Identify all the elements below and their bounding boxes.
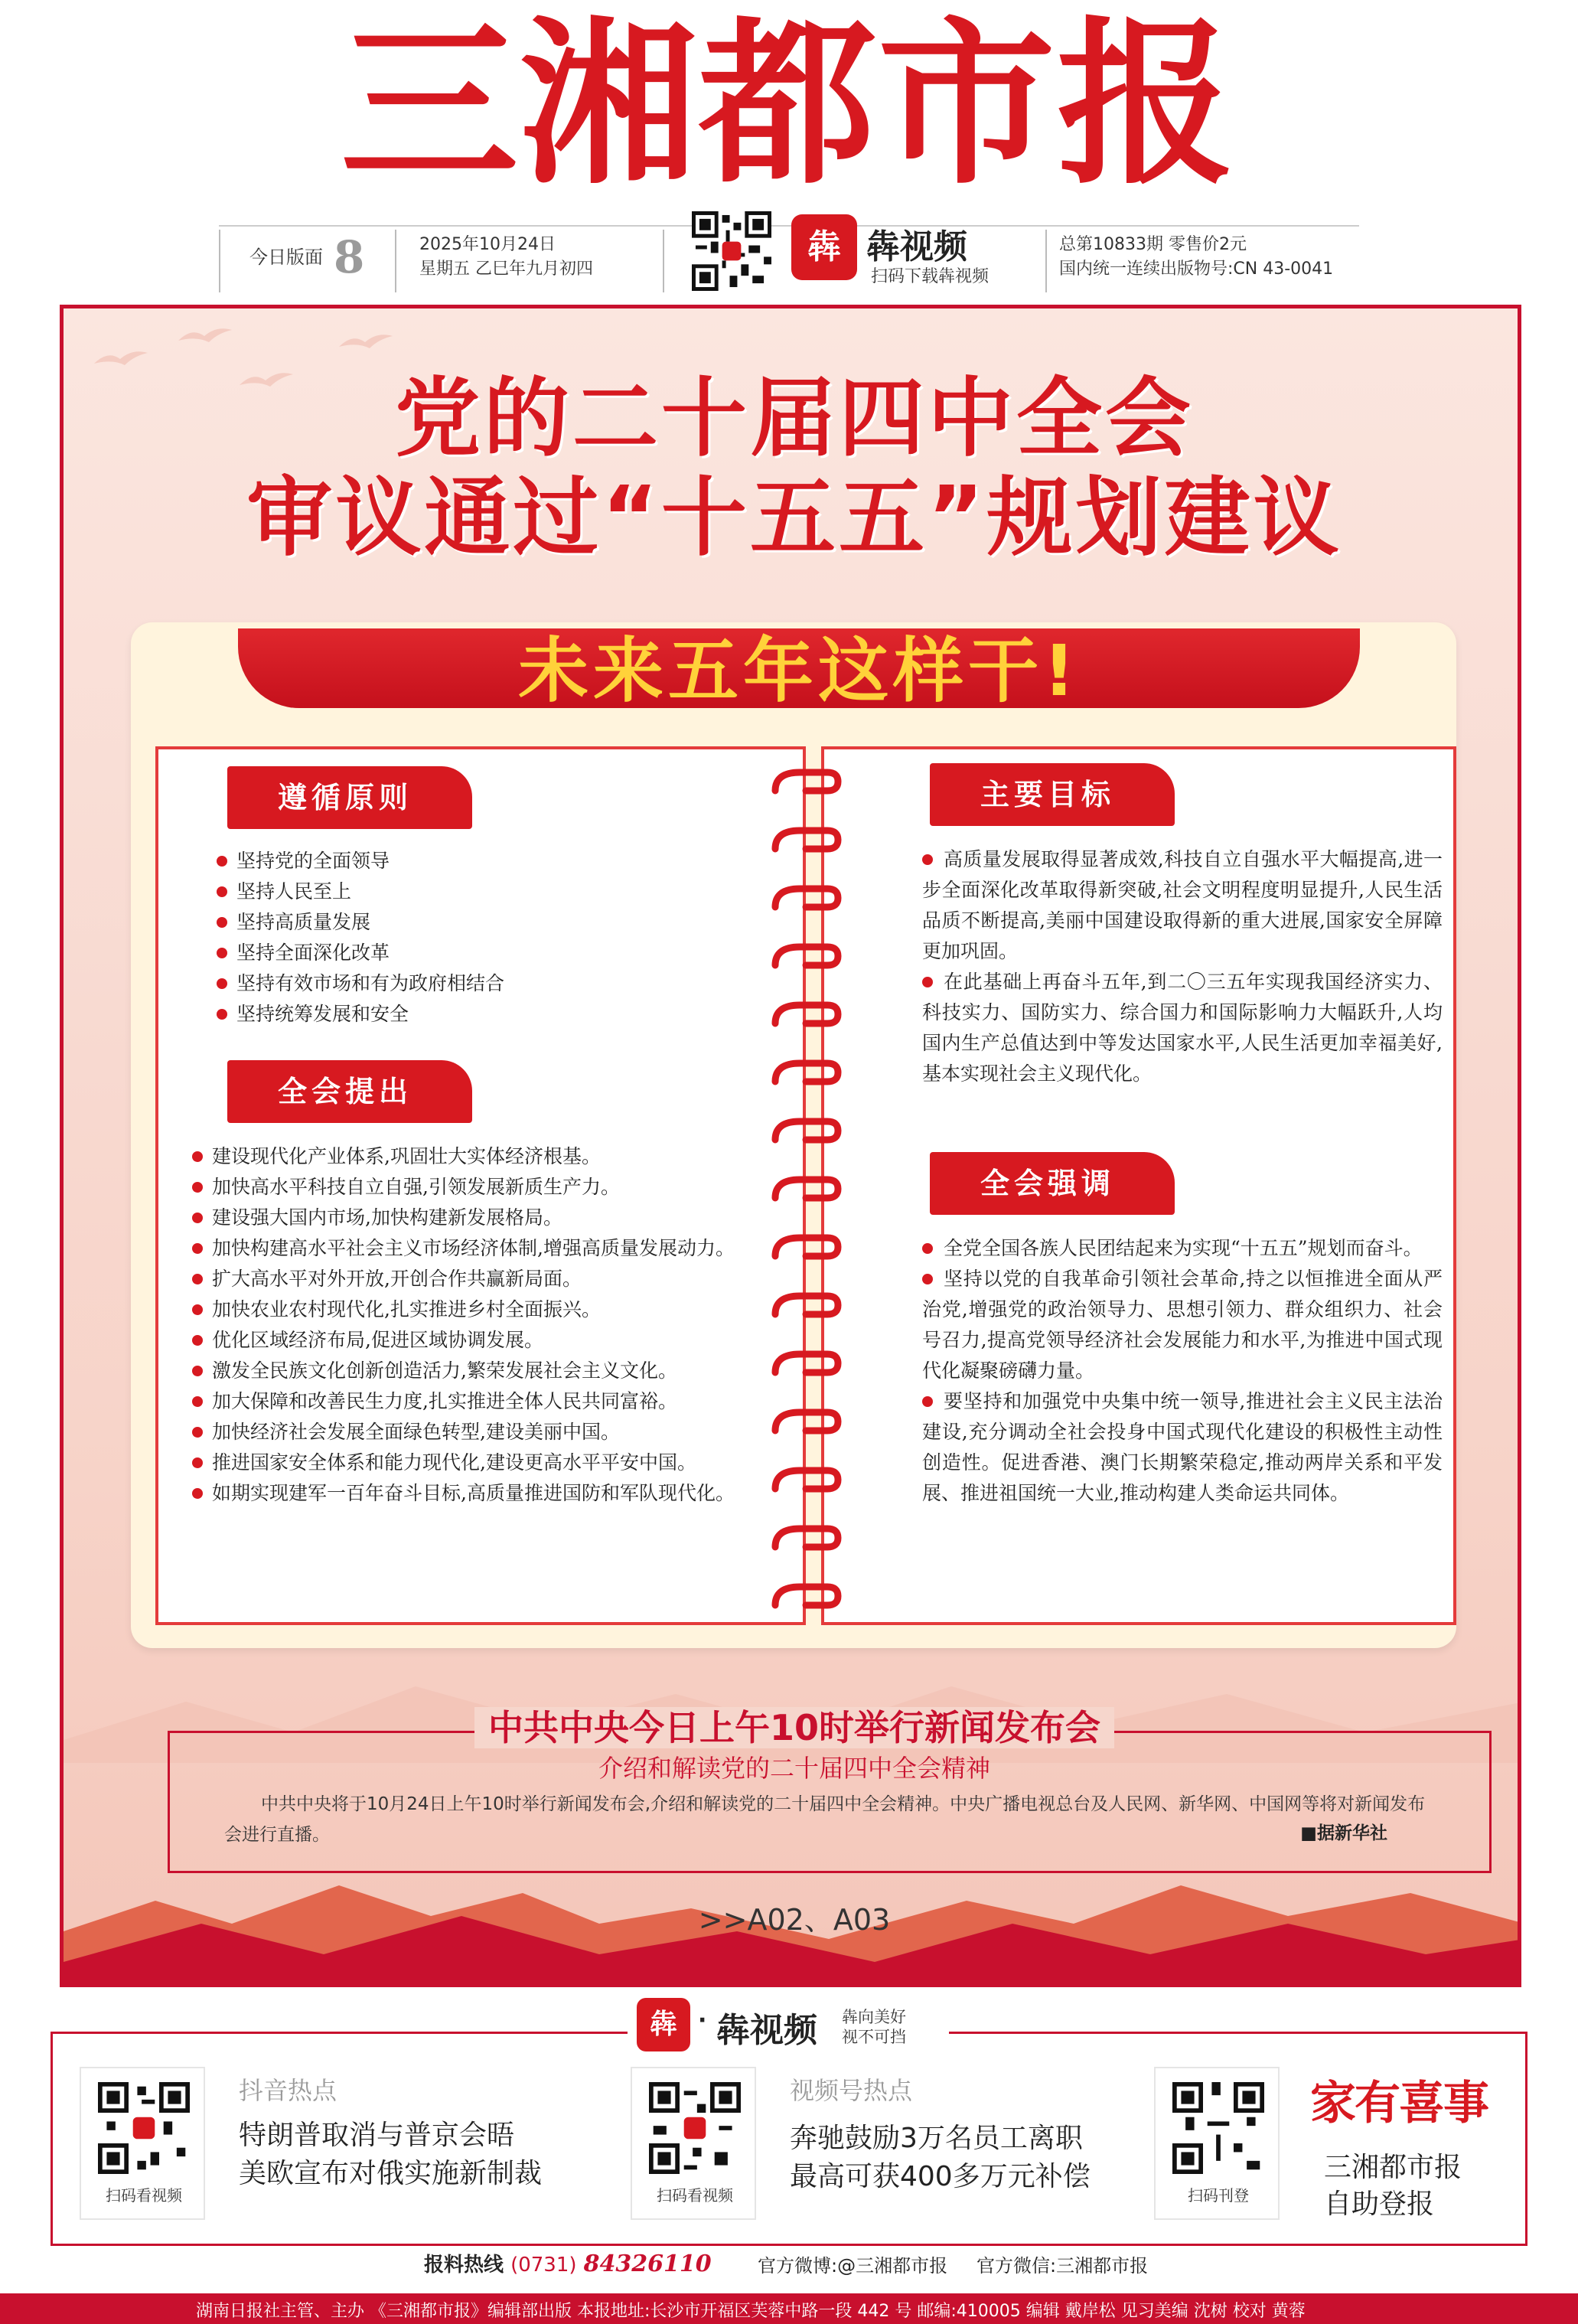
self-service-line: 自助登报 — [1324, 2189, 1435, 2220]
divider — [219, 230, 220, 292]
emphasis-text — [922, 1233, 1443, 1509]
list-item: 坚持人民至上 — [215, 876, 781, 907]
issue-price: 总第10833期 零售价2元 — [1059, 235, 1247, 254]
weekday-lunar: 星期五 乙巳年九月初四 — [419, 259, 593, 279]
cn-number: 国内统一连续出版物号:CN 43-0041 — [1059, 259, 1334, 279]
principles-list — [215, 846, 781, 1030]
slogan-line: 犇向美好 — [842, 2008, 906, 2026]
qr-code-icon[interactable] — [649, 2082, 741, 2174]
qr-code-icon[interactable] — [692, 211, 771, 291]
edition-label: 今日版面 — [249, 246, 323, 268]
news-hotline[interactable] — [424, 2249, 712, 2277]
binder-ring-icon — [769, 1350, 843, 1380]
family-news-logo: 家有喜事 — [1310, 2077, 1488, 2130]
list-item: 加快高水平科技自立自强,引领发展新质生产力。 — [191, 1172, 780, 1203]
binder-ring-icon — [769, 1466, 843, 1497]
binder-ring-icon — [769, 1059, 843, 1089]
goals-text — [922, 844, 1443, 1089]
news-source: ■据新华社 — [1300, 1823, 1387, 1843]
qr-card-douyin[interactable] — [80, 2067, 205, 2220]
video-slogan — [842, 2007, 906, 2047]
section-tag-principles: 遵循原则 — [227, 766, 472, 829]
qr-caption: 扫码看视频 — [106, 2186, 182, 2205]
divider — [219, 225, 1359, 227]
press-conference-subtitle: 介绍和解读党的二十届四中全会精神 — [598, 1754, 990, 1783]
list-item: 坚持有效市场和有为政府相结合 — [215, 968, 781, 999]
slogan-line: 视不可挡 — [842, 2028, 906, 2046]
binder-ring-icon — [769, 1524, 843, 1555]
binder-ring-icon — [769, 768, 843, 798]
footer-info: 湖南日报社主管、主办 《三湘都市报》编辑部出版 本报地址:长沙市开福区芙蓉中路一段 442 号 邮编:410005 编辑 戴岸松 见习美编 沈树 校对 黄蓉 — [196, 2302, 1306, 2321]
section-tag-goals: 主要目标 — [930, 763, 1175, 826]
list-item: 加快构建高水平社会主义市场经济体制,增强高质量发展动力。 — [191, 1233, 780, 1264]
app-scan-hint: 扫码下载犇视频 — [871, 267, 990, 286]
list-item: 坚持高质量发展 — [215, 907, 781, 938]
hot-headline[interactable]: 特朗普取消与普京会晤 — [239, 2120, 515, 2151]
self-service-line: 三湘都市报 — [1324, 2152, 1462, 2183]
paragraph: 坚持以党的自我革命引领社会革命,持之以恒推进全面从严治党,增强党的政治领导力、思想引领力、群众组织力、社会号召力,提高党领导经济社会发展能力和水平,为推进中国式现代化凝聚磅礴力量。 — [922, 1264, 1443, 1386]
app-name[interactable]: 犇视频 — [866, 227, 967, 266]
paragraph: 高质量发展取得显著成效,科技自立自强水平大幅提高,进一步全面深化改革取得新突破,社会文明程度明显提升,人民生活品质不断提高,美丽中国建设取得新的重大进展,国家安全屏障更加巩固。 — [922, 844, 1443, 967]
press-conference-title-text: 中共中央今日上午10时举行新闻发布会 — [474, 1707, 1114, 1748]
headline-line-1: 党的二十届四中全会 — [395, 369, 1194, 468]
hot-headline[interactable]: 奔驰鼓励3万名员工离职 — [790, 2123, 1083, 2154]
press-conference-body: 中共中央将于10月24日上午10时举行新闻发布会,介绍和解读党的二十届四中全会精神。中央广播电视总台及人民网、新华网、中国网等将对新闻发布会进行直播。 — [224, 1794, 1426, 1845]
qr-card-shipinhao[interactable] — [631, 2067, 756, 2220]
hot-headline[interactable]: 最高可获400多万元补偿 — [790, 2161, 1091, 2192]
feature-poster — [60, 305, 1521, 1987]
ben-video-logo-icon[interactable]: 犇 — [637, 1998, 690, 2051]
hot-headline[interactable]: 美欧宣布对俄实施新制裁 — [239, 2158, 543, 2189]
paragraph: 在此基础上再奋斗五年,到二〇三五年实现我国经济实力、科技实力、国防实力、综合国力和国际影响力大幅跃升,人均国内生产总值达到中等发达国家水平,人民生活更加幸福美好,基本实现社会主义现代化。 — [922, 967, 1443, 1089]
official-weibo[interactable]: 官方微博:@三湘都市报 — [758, 2255, 948, 2277]
press-conference-title — [64, 1703, 1521, 1752]
issue-date: 2025年10月24日 — [419, 235, 556, 254]
footer-bar — [0, 2293, 1578, 2324]
binder-ring-icon — [769, 1175, 843, 1206]
list-item: 建设现代化产业体系,巩固壮大实体经济根基。 — [191, 1141, 780, 1172]
publication-info — [1059, 233, 1333, 282]
qr-code-icon[interactable] — [1172, 2082, 1264, 2174]
list-item: 扩大高水平对外开放,开创合作共赢新局面。 — [191, 1264, 780, 1294]
paragraph: 要坚持和加强党中央集中统一领导,推进社会主义民主法治建设,充分调动全社会投身中国式现代化建设的积极性主动性创造性。促进香港、澳门长期繁荣稳定,推动两岸关系和平发展、推进祖国统一大业,推动构建人类命运共同体。 — [922, 1386, 1443, 1509]
binder-ring-icon — [769, 1233, 843, 1264]
list-item: 建设强大国内市场,加快构建新发展格局。 — [191, 1203, 780, 1233]
page-reference[interactable]: >>A02、A03 — [698, 1903, 891, 1937]
hotline-area: (0731) — [510, 2254, 577, 2277]
video-app-name[interactable]: 犇视频 — [716, 2011, 817, 2050]
list-item: 如期实现建军一百年奋斗目标,高质量推进国防和军队现代化。 — [191, 1478, 780, 1509]
binder-ring-icon — [769, 1291, 843, 1322]
list-item: 加快经济社会发展全面绿色转型,建设美丽中国。 — [191, 1417, 780, 1448]
date-block — [419, 233, 593, 282]
list-item: 加大保障和改善民生力度,扎实推进全体人民共同富裕。 — [191, 1386, 780, 1417]
binder-ring-icon — [769, 1408, 843, 1438]
banner-ribbon — [238, 628, 1360, 712]
list-item: 坚持统筹发展和安全 — [215, 999, 781, 1030]
newspaper-title: 三湘都市报 — [340, 2, 1236, 208]
hot-label-douyin: 抖音热点 — [239, 2076, 337, 2105]
binder-ring-icon — [769, 1582, 843, 1613]
qr-code-icon[interactable] — [98, 2082, 190, 2174]
official-weixin[interactable]: 官方微信:三湘都市报 — [976, 2255, 1149, 2277]
list-item: 坚持全面深化改革 — [215, 938, 781, 968]
masthead — [0, 0, 1578, 230]
self-service-ad — [1324, 2149, 1462, 2223]
qr-caption: 扫码刊登 — [1188, 2186, 1249, 2205]
divider — [663, 230, 664, 292]
list-item: 推进国家安全体系和能力现代化,建设更高水平平安中国。 — [191, 1448, 780, 1478]
video-section-logo — [628, 1993, 949, 2059]
qr-caption: 扫码看视频 — [657, 2186, 733, 2205]
dove-icon — [178, 325, 232, 345]
list-item: 坚持党的全面领导 — [215, 846, 781, 876]
separator-dot: · — [698, 2007, 707, 2034]
edition-number: 8 — [334, 231, 365, 283]
hotline-label: 报料热线 — [424, 2254, 504, 2277]
list-item: 加快农业农村现代化,扎实推进乡村全面振兴。 — [191, 1294, 780, 1325]
banner-text: 未来五年这样干! — [518, 630, 1080, 712]
dove-icon — [339, 331, 393, 351]
list-item: 优化区域经济布局,促进区域协调发展。 — [191, 1325, 780, 1356]
proposals-list — [191, 1141, 780, 1509]
paragraph: 全党全国各族人民团结起来为实现“十五五”规划而奋斗。 — [922, 1233, 1443, 1264]
headline-line-2: 审议通过“十五五”规划建议 — [246, 468, 1342, 568]
qr-card-classifieds[interactable] — [1154, 2067, 1280, 2220]
dove-icon — [94, 348, 148, 368]
divider — [1045, 230, 1047, 292]
binder-ring-icon — [769, 1117, 843, 1147]
divider — [395, 230, 396, 292]
ben-video-logo-icon[interactable]: 犇 — [791, 214, 857, 280]
hotline-number[interactable]: 84326110 — [583, 2251, 712, 2277]
hot-label-shipinhao: 视频号热点 — [790, 2076, 913, 2105]
section-tag-emphasis: 全会强调 — [930, 1152, 1175, 1215]
info-bar — [219, 227, 1359, 292]
list-item: 激发全民族文化创新创造活力,繁荣发展社会主义文化。 — [191, 1356, 780, 1386]
section-tag-proposals: 全会提出 — [227, 1060, 472, 1123]
